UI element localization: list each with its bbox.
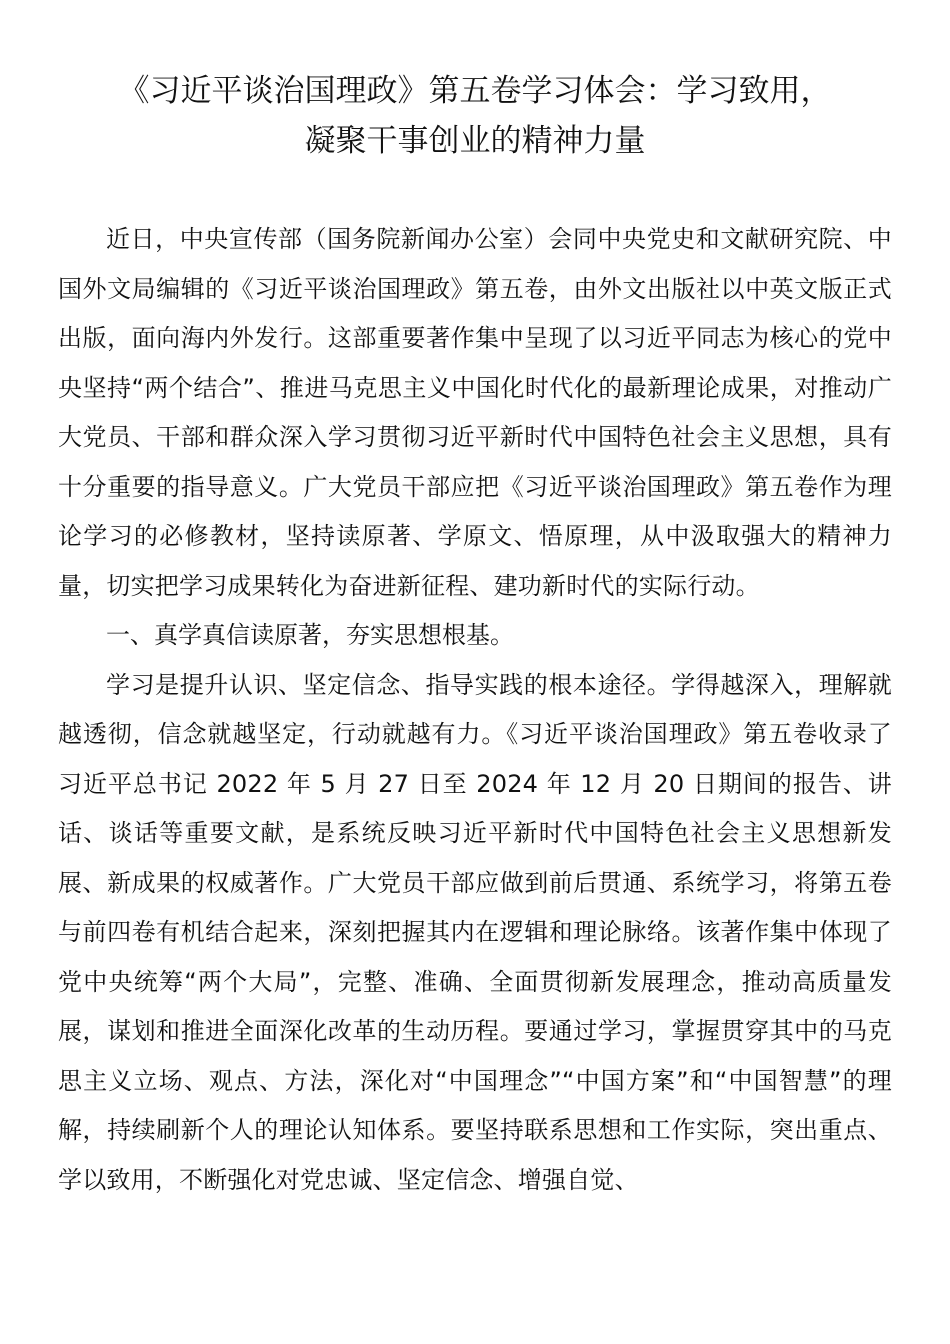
document-title [50,66,900,166]
document-body [58,215,892,1205]
paragraph-intro: 近日，中央宣传部（国务院新闻办公室）会同中央党史和文献研究院、中国外文局编辑的《习近平谈治国理政》第五卷，由外文出版社以中英文版正式出版，面向海内外发行。这部重要著作集中呈现了以习近平同志为核心的党中央坚持“两个结合”、推进马克思主义中国化时代化的最新理论成果，对推动广大党员、干部和群众深入学习贯彻习近平新时代中国特色社会主义思想，具有十分重要的指导意义。广大党员干部应把《习近平谈治国理政》第五卷作为理论学习的必修教材，坚持读原著、学原文、悟原理，从中汲取强大的精神力量，切实把学习成果转化为奋进新征程、建功新时代的实际行动。 [58,225,892,600]
section-heading-1: 一、真学真信读原著，夯实思想根基。 [106,621,514,649]
title-line-2: 凝聚干事创业的精神力量 [304,123,646,159]
title-line-1: 《习近平谈治国理政》第五卷学习体会：学习致用， [118,73,832,109]
paragraph-section-1: 学习是提升认识、坚定信念、指导实践的根本途径。学得越深入，理解就越透彻，信念就越坚定，行动就越有力。《习近平谈治国理政》第五卷收录了习近平总书记 2022 年 5 月 27 日至 2024 年 12 月 20 日期间的报告、讲话、谈话等重要文献，是系统反映习近平新时代中国特色社会主义思想新发展、新成果的权威著作。广大党员干部应做到前后贯通、系统学习，将第五卷与前四卷有机结合起来，深刻把握其内在逻辑和理论脉络。该著作集中体现了党中央统筹“两个大局”，完整、准确、全面贯彻新发展理念，推动高质量发展，谋划和推进全面深化改革的生动历程。要通过学习，掌握贯穿其中的马克思主义立场、观点、方法，深化对“中国理念”“中国方案”和“中国智慧”的理解，持续刷新个人的理论认知体系。要坚持联系思想和工作实际，突出重点、学以致用，不断强化对党忠诚、坚定信念、增强自觉、 [58,670,892,1194]
